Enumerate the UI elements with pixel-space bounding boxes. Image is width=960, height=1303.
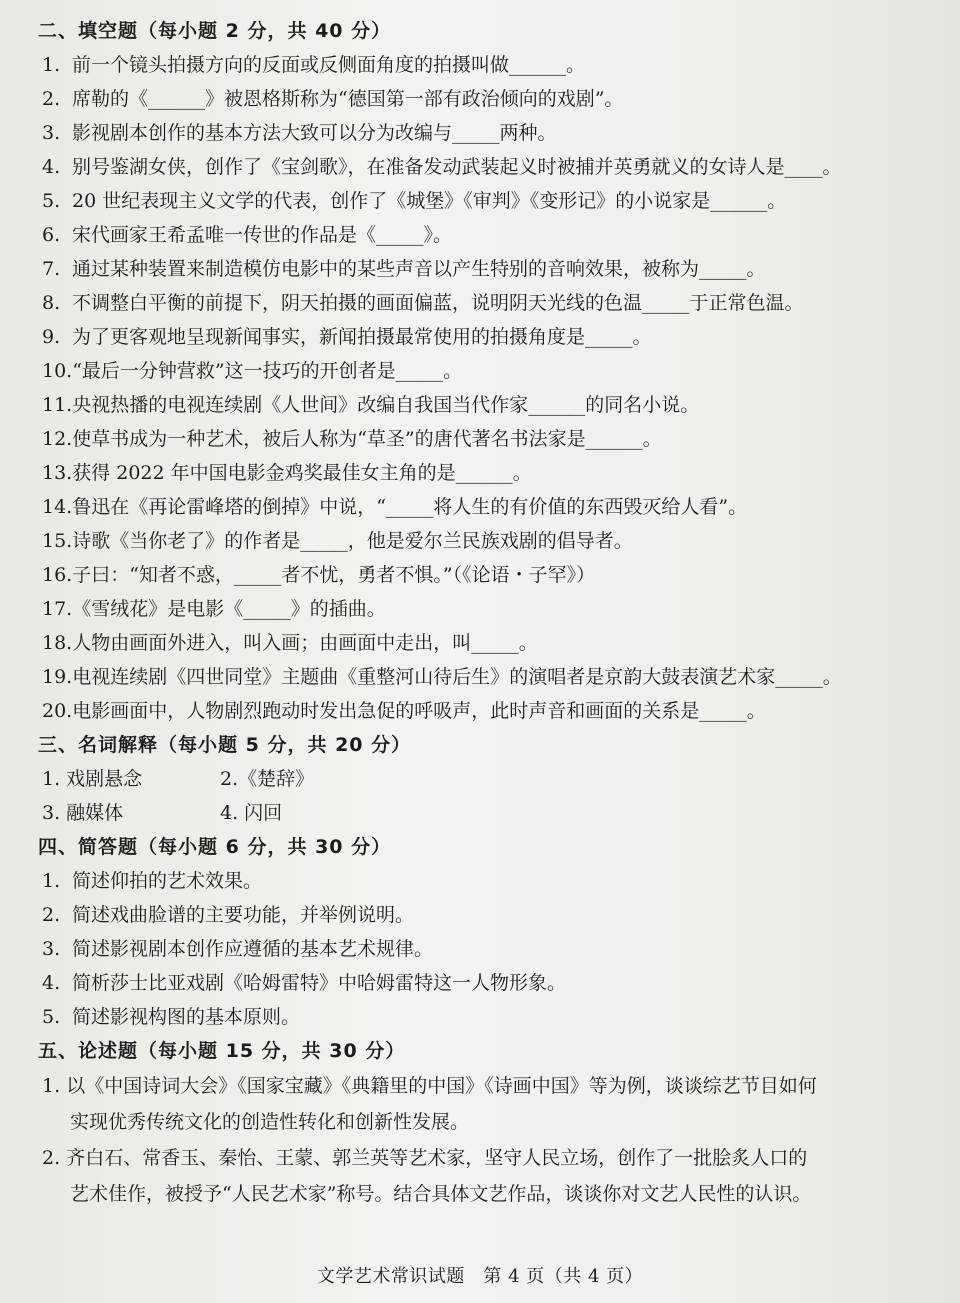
question-text: 通过某种装置来制造模仿电影中的某些声音以产生特别的音响效果，被称为_____。	[72, 258, 766, 280]
question-text: 前一个镜头拍摄方向的反面或反侧面角度的拍摄叫做______。	[72, 54, 586, 76]
essay-question	[42, 1140, 894, 1212]
question-number: 14.	[42, 496, 73, 518]
question-number: 6.	[42, 224, 61, 246]
question-text: 人物由画面外进入，叫入画；由画面中走出，叫_____。	[72, 632, 538, 654]
section-short-title: 四、简答题（每小题 6 分，共 30 分）	[38, 836, 392, 858]
fill-question	[42, 524, 894, 558]
fill-question	[42, 456, 894, 490]
question-number: 2.	[42, 904, 61, 926]
fill-question	[42, 490, 894, 524]
question-number: 3.	[42, 938, 61, 960]
short-question	[42, 864, 894, 898]
essay-question	[42, 1068, 894, 1140]
fill-question	[42, 694, 894, 728]
question-number: 18.	[42, 632, 73, 654]
question-text: 别号鉴湖女侠，创作了《宝剑歌》，在准备发动武装起义时被捕并英勇就义的女诗人是____。	[72, 156, 842, 178]
question-number: 2.	[42, 88, 61, 110]
question-number: 4.	[42, 972, 61, 994]
question-text: 简述仰拍的艺术效果。	[72, 870, 263, 892]
short-question	[42, 1000, 894, 1034]
section-essay-title: 五、论述题（每小题 15 分，共 30 分）	[38, 1040, 406, 1062]
question-text: 席勒的《______》被恩格斯称为“德国第一部有政治倾向的戏剧”。	[72, 88, 624, 110]
question-number: 8.	[42, 292, 61, 314]
fill-question	[42, 660, 894, 694]
short-question	[42, 966, 894, 1000]
question-text: 宋代画家王希孟唯一传世的作品是《_____》。	[72, 224, 453, 246]
term-item: 4. 闪回	[220, 802, 283, 824]
question-text: 电影画面中，人物剧烈跑动时发出急促的呼吸声，此时声音和画面的关系是_____。	[72, 700, 766, 722]
term-item: 3. 融媒体	[42, 802, 124, 824]
essay-number: 2.	[42, 1147, 61, 1169]
short-question	[42, 898, 894, 932]
question-number: 20.	[42, 700, 73, 722]
fill-question	[42, 320, 894, 354]
question-number: 7.	[42, 258, 61, 280]
essay-line: 实现优秀传统文化的创造性转化和创新性发展。	[70, 1111, 470, 1133]
fill-question	[42, 184, 894, 218]
fill-question	[42, 354, 894, 388]
question-number: 19.	[42, 666, 73, 688]
question-text: 影视剧本创作的基本方法大致可以分为改编与_____两种。	[72, 122, 557, 144]
fill-question	[42, 286, 894, 320]
question-text: 20 世纪表现主义文学的代表，创作了《城堡》《审判》《变形记》的小说家是______。	[72, 190, 787, 212]
question-text: 鲁迅在《再论雷峰塔的倒掉》中说，“_____将人生的有价值的东西毁灭给人看”。	[72, 496, 748, 518]
question-text: 央视热播的电视连续剧《人世间》改编自我国当代作家______的同名小说。	[72, 394, 700, 416]
term-item: 2.《楚辞》	[220, 768, 315, 790]
essay-line: 以《中国诗词大会》《国家宝藏》《典籍里的中国》《诗画中国》等为例，谈谈综艺节目如何	[66, 1075, 817, 1097]
essay-line: 齐白石、常香玉、秦怡、王蒙、郭兰英等艺术家，坚守人民立场，创作了一批脍炙人口的	[66, 1147, 808, 1169]
fill-question	[42, 82, 894, 116]
question-text: 电视连续剧《四世同堂》主题曲《重整河山待后生》的演唱者是京韵大鼓表演艺术家_____。	[72, 666, 842, 688]
question-number: 16.	[42, 564, 73, 586]
question-number: 11.	[42, 394, 73, 416]
question-text: 简述影视剧本创作应遵循的基本艺术规律。	[72, 938, 434, 960]
question-number: 9.	[42, 326, 61, 348]
question-number: 1.	[42, 870, 61, 892]
fill-question	[42, 48, 894, 82]
question-text: 《雪绒花》是电影《_____》的插曲。	[72, 598, 386, 620]
question-number: 15.	[42, 530, 73, 552]
fill-question	[42, 592, 894, 626]
question-text: 获得 2022 年中国电影金鸡奖最佳女主角的是______。	[72, 462, 532, 484]
question-number: 5.	[42, 1006, 61, 1028]
question-text: 为了更客观地呈现新闻事实，新闻拍摄最常使用的拍摄角度是_____。	[72, 326, 652, 348]
essay-line: 艺术佳作，被授予“人民艺术家”称号。结合具体文艺作品，谈谈你对文艺人民性的认识。	[70, 1183, 812, 1205]
essay-number: 1.	[42, 1075, 61, 1097]
question-number: 5.	[42, 190, 61, 212]
fill-question	[42, 388, 894, 422]
fill-question	[42, 252, 894, 286]
fill-question	[42, 558, 894, 592]
fill-question	[42, 116, 894, 150]
short-question-list	[34, 864, 894, 1034]
fill-question	[42, 150, 894, 184]
question-number: 4.	[42, 156, 61, 178]
question-text: 诗歌《当你老了》的作者是_____，他是爱尔兰民族戏剧的倡导者。	[72, 530, 633, 552]
question-number: 10.	[42, 360, 73, 382]
term-row	[42, 762, 894, 796]
page-footer: 文学艺术常识试题 第 4 页（共 4 页）	[316, 1266, 644, 1287]
question-text: 使草书成为一种艺术，被后人称为“草圣”的唐代著名书法家是______。	[72, 428, 662, 450]
question-number: 17.	[42, 598, 73, 620]
question-text: 不调整白平衡的前提下，阴天拍摄的画面偏蓝，说明阴天光线的色温_____于正常色温。	[72, 292, 804, 314]
term-item: 1. 戏剧悬念	[42, 768, 143, 790]
short-question	[42, 932, 894, 966]
fill-question-list	[34, 48, 894, 728]
question-number: 13.	[42, 462, 73, 484]
question-number: 1.	[42, 54, 61, 76]
question-text: 子曰：“知者不惑，_____者不忧，勇者不惧。”（《论语・子罕》）	[72, 564, 596, 586]
term-row	[42, 796, 894, 830]
fill-question	[42, 218, 894, 252]
section-fill-title: 二、填空题（每小题 2 分，共 40 分）	[38, 20, 392, 42]
question-number: 3.	[42, 122, 61, 144]
question-number: 12.	[42, 428, 73, 450]
question-text: 简述戏曲脸谱的主要功能，并举例说明。	[72, 904, 415, 926]
section-terms-title: 三、名词解释（每小题 5 分，共 20 分）	[38, 734, 412, 756]
fill-question	[42, 422, 894, 456]
fill-question	[42, 626, 894, 660]
exam-content	[34, 14, 894, 1212]
question-text: 简析莎士比亚戏剧《哈姆雷特》中哈姆雷特这一人物形象。	[72, 972, 567, 994]
question-text: “最后一分钟营救”这一技巧的开创者是_____。	[72, 360, 463, 382]
question-text: 简述影视构图的基本原则。	[72, 1006, 301, 1028]
